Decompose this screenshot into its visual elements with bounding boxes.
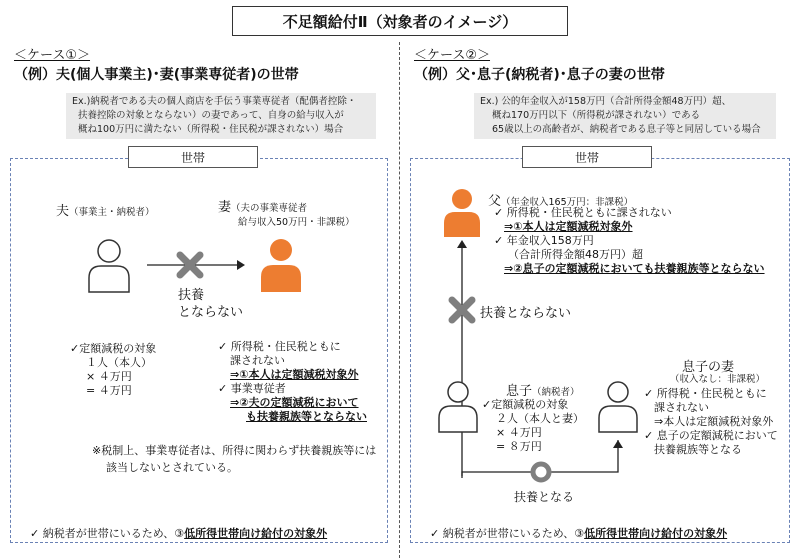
calc-line: 定額減税の対象	[491, 398, 569, 411]
cross-icon	[448, 296, 476, 324]
check-icon: ✓	[644, 387, 657, 400]
husband-label	[56, 200, 155, 220]
person-filled-icon	[442, 188, 482, 238]
ring-icon	[530, 461, 552, 483]
case1-setai-label: 世帯	[128, 146, 258, 168]
calc-line: １人（本人）	[86, 356, 152, 369]
case2-ex-line: Ex.) 公的年金収入が158万円（合計所得金額48万円）超、	[480, 96, 732, 107]
cross-icon	[176, 251, 204, 279]
check-icon: ✓	[494, 234, 507, 247]
son-label	[506, 380, 580, 400]
son-wife-label: 息子の妻	[682, 360, 735, 375]
check-icon: ✓	[430, 527, 443, 540]
person-outline-icon	[436, 380, 480, 434]
husband-name: 夫	[56, 204, 70, 219]
bottom-bold: 低所得世帯向け給付の対象外	[584, 527, 728, 540]
father-sub: （年金収入165万円：非課税）	[501, 197, 634, 208]
bottom-prefix: 納税者が世帯にいるため、③	[442, 527, 585, 540]
case1-bottom-note	[30, 525, 327, 541]
son-sub: （納税者）	[532, 387, 580, 398]
case2-ex-line: 65歳以上の高齢者が、納税者である息子等と同居している場合	[492, 124, 761, 135]
wife-sub: （夫の事業専従者	[231, 203, 308, 214]
note-line: 年金収入158万円	[506, 234, 594, 247]
result-line: も扶養親族等とならない	[246, 410, 367, 423]
bottom-prefix: 納税者が世帯にいるため、③	[42, 527, 185, 540]
note-line: 所得税・住民税ともに	[656, 387, 767, 400]
result-line: ⇒①本人は定額減税対象外	[230, 368, 359, 381]
son-name: 息子	[506, 384, 533, 399]
father-name: 父	[488, 194, 502, 209]
footnote-line: 該当しないとされている。	[106, 461, 238, 474]
center-divider	[399, 42, 400, 558]
case1-label: ＜ケース①＞	[14, 48, 91, 63]
calc-line: × ４万円	[496, 426, 542, 439]
case2-label: ＜ケース②＞	[414, 48, 491, 63]
case2-fuyo-up: 扶養とならない	[480, 306, 572, 321]
note-line: （合計所得金額48万円）超	[508, 248, 643, 261]
calc-line: = ４万円	[86, 384, 132, 397]
check-icon: ✓	[218, 340, 231, 353]
calc-line: × ４万円	[86, 370, 132, 383]
note-line: 所得税・住民税ともに課されない	[506, 206, 672, 219]
page-title: 不足額給付Ⅱ（対象者のイメージ）	[232, 6, 568, 36]
note-line: ⇒本人は定額減税対象外	[654, 415, 774, 428]
check-icon: ✓	[644, 429, 657, 442]
note-line: 課されない	[230, 354, 285, 367]
result-line: ⇒②夫の定額減税において	[230, 396, 359, 409]
check-icon: ✓	[218, 382, 231, 395]
wife-sub: 給与収入50万円・非課税）	[238, 217, 355, 228]
son-wife-notes	[644, 387, 778, 457]
case1-example: （例）夫(個人事業主)･妻(事業専従者)の世帯	[14, 67, 299, 83]
result-line: ⇒②息子の定額減税においても扶養親族等とならない	[504, 262, 765, 275]
wife-notes	[218, 340, 367, 424]
result-line: ⇒①本人は定額減税対象外	[504, 220, 633, 233]
note-line: 扶養親族等となる	[654, 443, 742, 456]
case1-ex-line: 扶養控除の対象とならない）の妻であって、自身の給与収入が	[78, 110, 344, 121]
fuyo-line: とならない	[178, 305, 244, 320]
check-icon: ✓	[482, 398, 492, 411]
person-filled-icon	[258, 238, 304, 294]
bottom-bold: 低所得世帯向け給付の対象外	[184, 527, 328, 540]
wife-name: 妻	[218, 200, 232, 215]
calc-line: ２人（本人と妻）	[496, 412, 584, 425]
case1-ex-line: 概ね100万円に満たない（所得税・住民税が課されない）場合	[78, 124, 344, 135]
person-outline-icon	[86, 238, 132, 294]
case2-bottom-note	[430, 525, 727, 541]
husband-calc	[70, 342, 156, 398]
footnote-line: ※税制上、事業専従者は、所得に関わらず扶養親族等には	[92, 444, 377, 457]
case1-ex-line: Ex.)納税者である夫の個人商店を手伝う事業専従者（配偶者控除・	[72, 96, 357, 107]
case1-footnote	[92, 442, 376, 476]
husband-sub: （事業主・納税者）	[69, 207, 155, 218]
case2-setai-label: 世帯	[522, 146, 652, 168]
note-line: 所得税・住民税ともに	[230, 340, 341, 353]
check-icon: ✓	[494, 206, 507, 219]
son-wife-sub: （収入なし：非課税）	[670, 374, 766, 385]
case2-ex-line: 概ね170万円以下（所得税が課されない）である	[492, 110, 701, 121]
wife-label	[218, 196, 355, 230]
case2-fuyo-bottom: 扶養となる	[514, 490, 575, 504]
case2-ex-box	[474, 93, 776, 139]
calc-line: 定額減税の対象	[79, 342, 157, 355]
father-notes	[494, 206, 765, 276]
case1-ex-box	[66, 93, 376, 139]
check-icon: ✓	[30, 527, 43, 540]
case1-fuyo-text	[178, 287, 243, 321]
calc-line: = ８万円	[496, 440, 542, 453]
note-line: 事業専従者	[230, 382, 286, 395]
note-line: 息子の定額減税において	[656, 429, 778, 442]
note-line: 課されない	[654, 401, 709, 414]
fuyo-line: 扶養	[178, 288, 205, 303]
person-outline-icon	[596, 380, 640, 434]
check-icon: ✓	[70, 342, 80, 355]
case2-example: （例）父･息子(納税者)･息子の妻の世帯	[414, 67, 665, 83]
